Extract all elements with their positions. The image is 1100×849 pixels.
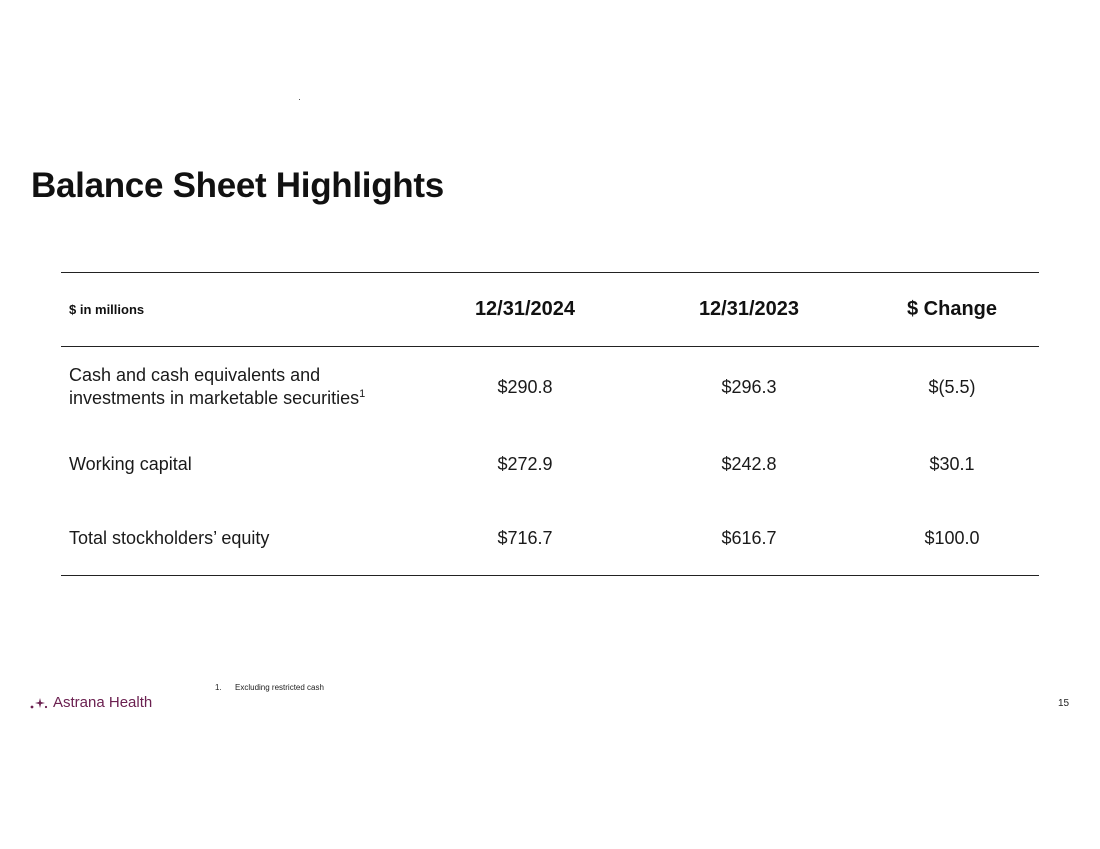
column-header-2023: 12/31/2023 <box>698 298 800 320</box>
footnote-number: 1. <box>215 683 222 692</box>
sparkle-dots-icon <box>30 696 48 710</box>
table-cell: $616.7 <box>721 527 777 548</box>
unit-label: $ in millions <box>69 302 145 317</box>
column-header-change: $ Change <box>906 298 998 320</box>
table-cell: $30.1 <box>929 453 975 474</box>
footnote <box>215 683 324 692</box>
slide-title: Balance Sheet Highlights <box>31 166 444 205</box>
table-cell: $290.8 <box>497 376 553 397</box>
table-cell: $296.3 <box>721 376 777 397</box>
table-row <box>61 501 1039 575</box>
footnote-text: Excluding restricted cash <box>235 683 324 692</box>
table-cell: $272.9 <box>497 453 553 474</box>
decorative-dot <box>299 99 300 100</box>
table-cell: $(5.5) <box>928 376 976 397</box>
table-row <box>61 427 1039 501</box>
table-header-row <box>61 273 1039 347</box>
brand-logo <box>30 694 152 711</box>
table-cell: $100.0 <box>924 527 980 548</box>
balance-sheet-table <box>61 272 1039 576</box>
column-header-2024: 12/31/2024 <box>474 298 576 320</box>
brand-name: Astrana Health <box>53 694 153 711</box>
row-label-line: investments in marketable securities <box>69 388 360 408</box>
row-label-line: Cash and cash equivalents and <box>69 365 321 385</box>
row-label-working-capital: Working capital <box>69 453 192 474</box>
page-number: 15 <box>1058 698 1070 709</box>
table-cell: $716.7 <box>497 527 553 548</box>
row-label-cash <box>61 364 461 410</box>
footnote-reference: 1 <box>359 388 366 400</box>
table-cell: $242.8 <box>721 453 777 474</box>
table-row <box>61 347 1039 427</box>
row-label-equity: Total stockholders’ equity <box>69 527 270 548</box>
